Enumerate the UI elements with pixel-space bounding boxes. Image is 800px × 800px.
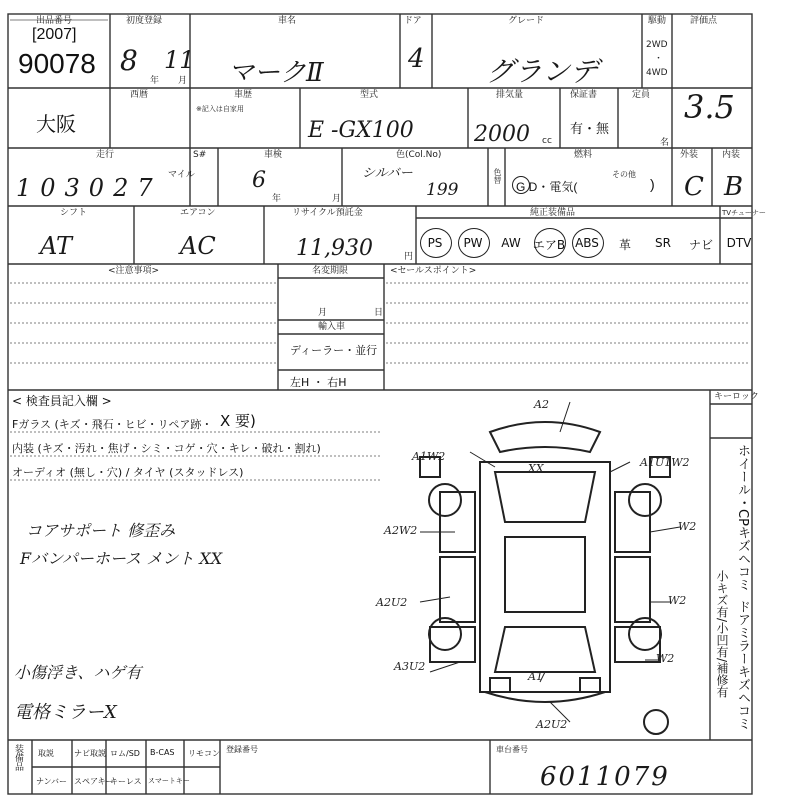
side-text-mirror: ドアミラーキズヘコミ (735, 600, 750, 730)
footer-manual: 取説 (38, 749, 54, 758)
warranty-value: 有・無 (570, 121, 610, 136)
lot-label: 出品番号 (36, 16, 73, 26)
damage-mark-trunk: A1 (528, 670, 543, 683)
equip-abs-circle (572, 228, 604, 258)
inspection-year-unit: 年 (272, 194, 282, 204)
car-history-label: 車歴 (234, 90, 253, 100)
inspection-month: 6 (252, 168, 266, 193)
footer-rom-sd: ロム/SD (110, 749, 140, 758)
equip-ps: PS (427, 236, 443, 250)
fuel-other: その他 (612, 170, 636, 179)
inspection-line2: 内装 (キズ・汚れ・焦げ・シミ・コゲ・穴・キレ・破れ・割れ) (12, 442, 321, 455)
equip-navi: ナビ (688, 238, 713, 252)
tuner-label: TVチューナー (722, 209, 766, 217)
equip-ps-circle (420, 228, 452, 258)
equip-pw: PW (463, 236, 483, 250)
recycle-label: リサイクル預託金 (292, 208, 363, 218)
color: シルバー (362, 166, 413, 181)
first-reg-label: 初度登録 (126, 16, 163, 26)
damage-mark-left-rear-door: A2U2 (376, 596, 408, 609)
inspection-line1-req: X 要) (220, 412, 256, 430)
damage-mark-roof: A2 (534, 398, 549, 411)
aircon-label: エアコン (180, 208, 216, 218)
door-label: ドア (404, 16, 422, 26)
cc-unit: cc (542, 136, 552, 146)
year-unit: 年 (150, 76, 160, 86)
inspection-label: 車検 (264, 150, 283, 160)
car-name-label: 車名 (278, 16, 297, 26)
dealer-parallel: ディーラー・並行 (290, 344, 378, 357)
fuel-close: ) (650, 176, 655, 192)
equip-leather: 革 (618, 238, 631, 252)
drive-2wd: 2WD (646, 40, 668, 50)
drive-label: 駆動 (648, 16, 667, 26)
footer-remote: リモコン (188, 749, 220, 758)
first-reg-month: 8 (120, 44, 138, 77)
footer-smart-key: スマートキー (148, 777, 190, 785)
drive-4wd: 4WD (646, 68, 668, 78)
month-unit: 月 (178, 76, 188, 86)
side-text-wheel: ホイール・CPキズヘコミ (735, 444, 750, 591)
side-text-legend: 小キズ有/小凹有/補修有 (715, 570, 729, 699)
rating-label: 評価点 (690, 16, 718, 26)
fuel-options: G D・電気( (516, 180, 578, 194)
shift: AT (40, 232, 73, 260)
chassis-number-label: 車台番号 (496, 745, 528, 754)
car-name: マークⅡ (228, 58, 324, 88)
displacement: 2000 (474, 122, 530, 147)
name-change-month: 月 (318, 308, 328, 318)
drive-dot: ・ (654, 54, 664, 64)
sales-point-label: <セールスポイント> (390, 266, 477, 276)
steering-side: 左H ・ 右H (290, 376, 347, 389)
handwritten-note-4: 電格ミラーX (14, 702, 117, 723)
inspection-line3: オーディオ (無し・穴) / タイヤ (スタッドレス) (12, 466, 244, 479)
name-change-label: 名変期限 (312, 266, 349, 276)
damage-mark-fl: A1W2 (412, 450, 446, 463)
inspection-month-unit: 月 (332, 194, 342, 204)
lot-number: 90078 (18, 48, 96, 79)
footer-bcas: B-CAS (150, 748, 175, 757)
equip-airbag: エアB (532, 238, 566, 252)
chassis-number: 6011079 (540, 762, 670, 792)
model-label: 型式 (360, 90, 379, 100)
footer-spare-key: スペアキー (74, 777, 114, 786)
damage-mark-hood: XX (528, 462, 544, 475)
footer-plate: ナンバー (36, 777, 68, 786)
exterior-label: 外装 (680, 150, 699, 160)
exterior: C (684, 172, 704, 202)
equip-pw-circle (458, 228, 490, 258)
mileage: 103027 (16, 174, 162, 202)
capacity-label: 定員 (632, 90, 651, 100)
name-change-day: 日 (374, 308, 384, 318)
fuel-gas-circle (512, 176, 530, 194)
aircon: AC (180, 232, 216, 260)
damage-mark-left-front-door: A2W2 (384, 524, 418, 537)
equip-dtv: DTV (726, 236, 752, 250)
equip-airbag-circle (534, 228, 566, 258)
equipment-label: 純正装備品 (530, 208, 576, 218)
doors: 4 (408, 44, 425, 74)
warranty-label: 保証書 (570, 90, 598, 100)
mileage-label: 走行 (96, 150, 115, 160)
model-value: E -GX100 (308, 118, 414, 143)
color-change-label: 色替 (493, 168, 502, 184)
caution-label: <注意事項> (108, 266, 160, 276)
handwritten-note-1: コアサポート 修歪み (26, 521, 176, 540)
handwritten-note-2: Fバンパーホース メント XX (20, 549, 223, 568)
footer-navi-manual: ナビ取説 (74, 749, 106, 758)
grade: グランデ (486, 55, 599, 88)
car-diagram (380, 392, 710, 738)
interior-label: 内装 (722, 150, 741, 160)
equip-sr: SR (655, 236, 671, 250)
region: 大阪 (36, 114, 76, 136)
mile-unit: マイル (168, 170, 195, 180)
color-no: 199 (426, 180, 459, 200)
shift-label: シフト (60, 208, 88, 218)
footer-equipment-label: 装備品 (13, 744, 23, 771)
import-label: 輸入車 (318, 322, 346, 332)
inspection-line1: Fガラス (キズ・飛石・ヒビ・リペア跡・ (12, 418, 213, 431)
key-lock-label: キーロック (714, 392, 759, 402)
damage-mark-rear-left: A3U2 (394, 660, 426, 673)
equip-abs: ABS (575, 236, 599, 250)
handwritten-note-3: 小傷浮き、ハゲ有 (14, 663, 142, 682)
displacement-label: 排気量 (496, 90, 524, 100)
western-label: 西暦 (130, 90, 149, 100)
interior: B (724, 172, 744, 202)
rating: 3.5 (684, 88, 735, 126)
fuel-label: 燃料 (574, 150, 593, 160)
yen-unit: 円 (404, 252, 414, 262)
footer-keyless: キーレス (110, 777, 142, 786)
equip-aw: AW (501, 236, 521, 250)
color-label: 色(Col.No) (396, 150, 442, 160)
damage-mark-rear-right: W2 (656, 652, 675, 665)
damage-mark-fr: A1U1W2 (640, 456, 690, 469)
grade-label: グレード (508, 16, 545, 26)
capacity-unit: 名 (660, 138, 670, 148)
damage-mark-right-rear-door: W2 (668, 594, 687, 607)
first-reg-day: 11 (164, 46, 195, 74)
registration-number-label: 登録番号 (226, 745, 258, 754)
damage-mark-rear-bumper: A2U2 (536, 718, 568, 731)
damage-mark-right-front-door: W2 (678, 520, 697, 533)
sno-label: S# (193, 150, 207, 160)
recycle: 11,930 (296, 236, 373, 261)
year-bracket: [2007] (32, 26, 77, 43)
inspection-title: < 検査員記入欄 > (12, 394, 112, 408)
car-history-note: ※記入は自家用 (196, 105, 244, 113)
